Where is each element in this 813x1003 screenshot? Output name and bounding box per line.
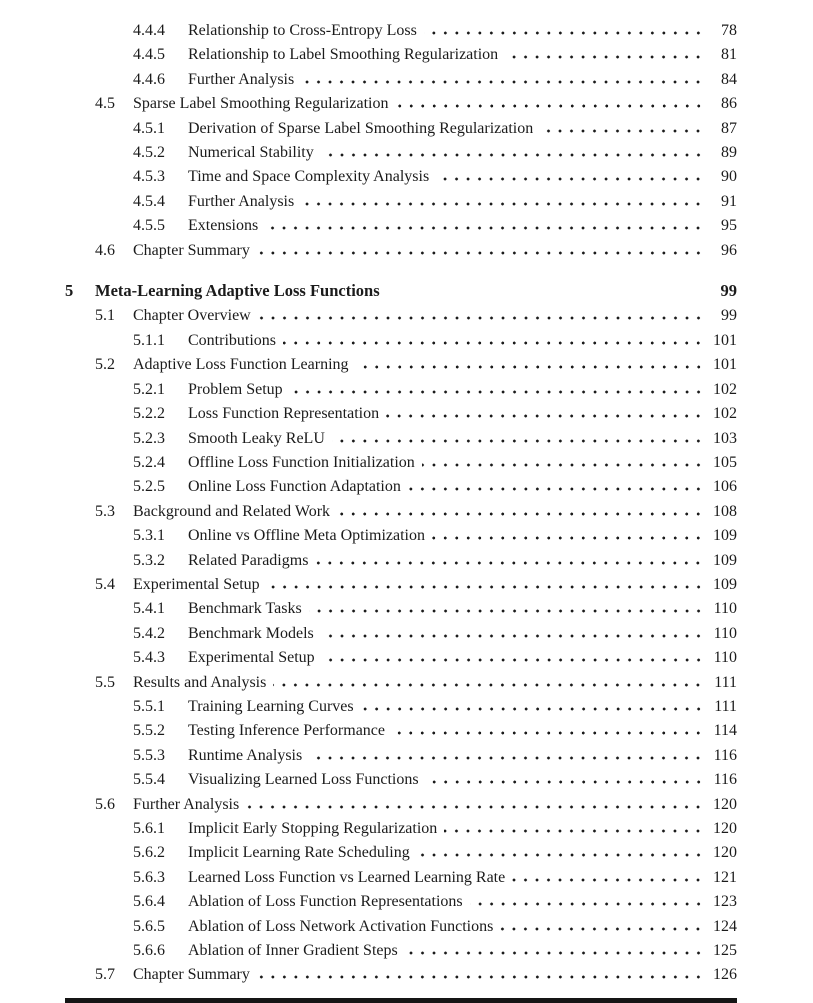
toc-entry-title: Time and Space Complexity Analysis bbox=[188, 168, 430, 186]
toc-entry-number: 5.2.5 bbox=[133, 478, 165, 496]
toc-entry[interactable] bbox=[65, 915, 737, 939]
toc-entry-page: 121 bbox=[713, 868, 737, 886]
cut-off-next-heading bbox=[65, 998, 737, 1003]
dot-leader bbox=[540, 129, 704, 133]
dot-leader bbox=[505, 55, 704, 59]
toc-entry-title: Loss Function Representation bbox=[188, 405, 380, 423]
toc-entry-page: 125 bbox=[713, 942, 737, 960]
toc-entry[interactable] bbox=[65, 793, 737, 817]
toc-entry-number: 4.5.5 bbox=[133, 217, 165, 235]
dot-leader bbox=[265, 226, 704, 230]
toc-entry[interactable] bbox=[65, 890, 737, 914]
toc-entry-title: Further Analysis bbox=[133, 795, 240, 813]
toc-entry[interactable] bbox=[65, 353, 737, 377]
toc-entry-page: 111 bbox=[714, 697, 737, 715]
toc-entry[interactable] bbox=[65, 866, 737, 890]
toc-entry-title: Extensions bbox=[188, 217, 259, 235]
toc-entry[interactable] bbox=[65, 329, 737, 353]
toc-entry-number: 4.5.3 bbox=[133, 168, 165, 186]
toc-entry-title: Experimental Setup bbox=[133, 575, 260, 593]
toc-entry[interactable] bbox=[65, 239, 737, 263]
dot-leader bbox=[396, 104, 705, 108]
toc-entry-number: 5.4.3 bbox=[133, 649, 165, 667]
dot-leader bbox=[424, 31, 704, 35]
toc-entry-title: Related Paradigms bbox=[188, 551, 309, 569]
toc-entry-title: Runtime Analysis bbox=[188, 746, 303, 764]
toc-entry-number: 5.5 bbox=[95, 673, 115, 691]
toc-entry-number: 4.5.2 bbox=[133, 144, 165, 162]
toc-entry[interactable] bbox=[65, 43, 737, 67]
toc-entry-title: Experimental Setup bbox=[188, 649, 315, 667]
toc-entry-number: 5.3.1 bbox=[133, 527, 165, 545]
toc-entry-number: 4.5.4 bbox=[133, 192, 165, 210]
toc-entry-page: 126 bbox=[713, 966, 737, 984]
toc-entry-title: Adaptive Loss Function Learning bbox=[133, 356, 349, 374]
dot-leader bbox=[426, 780, 704, 784]
toc-entry[interactable] bbox=[65, 695, 737, 719]
toc-entry[interactable] bbox=[65, 573, 737, 597]
toc-entry-title: Meta-Learning Adaptive Loss Functions bbox=[95, 281, 380, 301]
toc-entry-number: 5.5.4 bbox=[133, 771, 165, 789]
toc-entry-number: 4.4.4 bbox=[133, 22, 165, 39]
dot-leader bbox=[267, 585, 704, 589]
toc-entry-number: 5.6.3 bbox=[133, 868, 165, 886]
dot-leader bbox=[512, 878, 704, 882]
dot-leader bbox=[257, 251, 704, 255]
dot-leader bbox=[356, 365, 704, 369]
toc-entry-title: Ablation of Loss Network Activation Functions bbox=[188, 917, 494, 935]
toc-entry-page: 84 bbox=[721, 70, 737, 88]
toc-entry-page: 110 bbox=[713, 649, 737, 667]
dot-leader bbox=[322, 658, 704, 662]
toc-entry-number: 5.6.4 bbox=[133, 893, 165, 911]
dot-leader bbox=[405, 951, 704, 955]
toc-entry-page: 109 bbox=[713, 575, 737, 593]
toc-entry[interactable] bbox=[65, 500, 737, 524]
dot-leader bbox=[500, 927, 704, 931]
toc-entry[interactable] bbox=[65, 68, 737, 92]
dot-leader bbox=[309, 756, 704, 760]
toc-entry[interactable] bbox=[65, 402, 737, 426]
toc-entry-page: 108 bbox=[713, 502, 737, 520]
dot-leader bbox=[387, 292, 704, 296]
toc-entry-title: Further Analysis bbox=[188, 192, 295, 210]
toc-entry-page: 95 bbox=[721, 217, 737, 235]
toc-entry-page: 120 bbox=[713, 820, 737, 837]
dot-leader bbox=[246, 805, 704, 809]
dot-leader bbox=[258, 316, 704, 320]
toc-entry-number: 4.6 bbox=[95, 241, 115, 259]
toc-entry[interactable] bbox=[65, 963, 737, 987]
toc-entry-title: Relationship to Cross-Entropy Loss bbox=[188, 22, 417, 39]
toc-entry-page: 99 bbox=[721, 307, 737, 325]
toc-entry-number: 4.5.1 bbox=[133, 119, 165, 137]
toc-entry-page: 106 bbox=[713, 478, 737, 496]
toc-entry-number: 5.6.1 bbox=[133, 820, 165, 837]
toc-entry-number: 5.5.3 bbox=[133, 746, 165, 764]
dot-leader bbox=[408, 487, 704, 491]
toc-entry-number: 5.2.1 bbox=[133, 380, 165, 398]
toc-entry-title: Visualizing Learned Loss Functions bbox=[188, 771, 419, 789]
toc-entry-page: 102 bbox=[713, 380, 737, 398]
toc-entry-title: Ablation of Loss Function Representations bbox=[188, 893, 463, 911]
toc-entry-number: 5.5.1 bbox=[133, 697, 165, 715]
toc-entry[interactable] bbox=[65, 190, 737, 214]
toc-entry-page: 123 bbox=[713, 893, 737, 911]
dot-leader bbox=[301, 80, 704, 84]
toc-entry[interactable] bbox=[65, 549, 737, 573]
toc-entry[interactable] bbox=[65, 597, 737, 621]
toc-entry-title: Chapter Summary bbox=[133, 241, 250, 259]
toc-entry-title: Ablation of Inner Gradient Steps bbox=[188, 942, 398, 960]
toc-entry-title: Relationship to Label Smoothing Regularization bbox=[188, 46, 499, 64]
toc-entry-number: 4.5 bbox=[95, 95, 115, 113]
toc-entry-number: 5.1 bbox=[95, 307, 115, 325]
toc-entry[interactable] bbox=[65, 427, 737, 451]
toc-entry-title: Derivation of Sparse Label Smoothing Regularization bbox=[188, 119, 534, 137]
toc-entry-page: 87 bbox=[721, 119, 737, 137]
toc-entry-title: Contributions bbox=[188, 331, 277, 349]
toc-entry[interactable] bbox=[65, 165, 737, 189]
toc-entry[interactable] bbox=[65, 279, 737, 303]
toc-entry-number: 5.3.2 bbox=[133, 551, 165, 569]
dot-leader bbox=[386, 414, 704, 418]
toc-entry-title: Implicit Early Stopping Regularization bbox=[188, 820, 438, 837]
toc-entry[interactable] bbox=[65, 841, 737, 865]
dot-leader bbox=[257, 975, 704, 979]
toc-entry-page: 120 bbox=[713, 844, 737, 862]
toc-entry[interactable] bbox=[65, 744, 737, 768]
toc bbox=[65, 19, 737, 988]
dot-leader bbox=[470, 902, 704, 906]
toc-entry-number: 5.4 bbox=[95, 575, 115, 593]
toc-entry-title: Online Loss Function Adaptation bbox=[188, 478, 401, 496]
toc-entry-number: 5 bbox=[65, 281, 74, 301]
toc-entry[interactable] bbox=[65, 304, 737, 328]
toc-entry[interactable] bbox=[65, 141, 737, 165]
toc-entry[interactable] bbox=[65, 671, 737, 695]
dot-leader bbox=[283, 341, 704, 345]
toc-entry-number: 5.6.2 bbox=[133, 844, 165, 862]
toc-entry-title: Background and Related Work bbox=[133, 502, 331, 520]
toc-entry-title: Chapter Overview bbox=[133, 307, 251, 325]
toc-entry[interactable] bbox=[65, 622, 737, 646]
dot-leader bbox=[422, 463, 704, 467]
toc-entry-number: 5.4.2 bbox=[133, 624, 165, 642]
toc-entry-title: Benchmark Tasks bbox=[188, 600, 302, 618]
toc-entry-title: Online vs Offline Meta Optimization bbox=[188, 527, 425, 545]
toc-entry-page: 101 bbox=[713, 356, 737, 374]
dot-leader bbox=[444, 829, 704, 833]
dot-leader bbox=[436, 177, 704, 181]
toc-entry-title: Implicit Learning Rate Scheduling bbox=[188, 844, 410, 862]
dot-leader bbox=[321, 153, 704, 157]
toc-entry-title: Results and Analysis bbox=[133, 673, 267, 691]
dot-leader bbox=[301, 202, 704, 206]
toc-entry-title: Sparse Label Smoothing Regularization bbox=[133, 95, 389, 113]
toc-entry-number: 5.6.6 bbox=[133, 942, 165, 960]
toc-entry[interactable] bbox=[65, 719, 737, 743]
toc-entry-number: 5.5.2 bbox=[133, 722, 165, 740]
dot-leader bbox=[315, 561, 704, 565]
toc-entry-page: 86 bbox=[721, 95, 737, 113]
toc-entry-number: 5.6 bbox=[95, 795, 115, 813]
toc-entry-number: 5.7 bbox=[95, 966, 115, 984]
toc-entry-page: 124 bbox=[713, 917, 737, 935]
toc-entry[interactable] bbox=[65, 939, 737, 963]
toc-entry-number: 5.1.1 bbox=[133, 331, 165, 349]
dot-leader bbox=[273, 683, 704, 687]
toc-entry[interactable] bbox=[65, 378, 737, 402]
toc-entry-page: 89 bbox=[721, 144, 737, 162]
toc-entry[interactable] bbox=[65, 817, 737, 841]
toc-entry-number: 5.4.1 bbox=[133, 600, 165, 618]
toc-entry-page: 99 bbox=[720, 281, 737, 301]
toc-entry-title: Chapter Summary bbox=[133, 966, 250, 984]
dot-leader bbox=[321, 634, 704, 638]
toc-entry-page: 90 bbox=[721, 168, 737, 186]
toc-entry-page: 101 bbox=[713, 331, 737, 349]
toc-entry-title: Benchmark Models bbox=[188, 624, 314, 642]
dot-leader bbox=[337, 512, 704, 516]
dot-leader bbox=[361, 707, 704, 711]
toc-entry[interactable] bbox=[65, 214, 737, 238]
toc-entry-page: 116 bbox=[713, 771, 737, 789]
toc-entry-page: 105 bbox=[713, 453, 737, 471]
dot-leader bbox=[432, 536, 704, 540]
toc-entry-title: Smooth Leaky ReLU bbox=[188, 429, 325, 447]
toc-entry-title: Training Learning Curves bbox=[188, 697, 354, 715]
toc-entry-page: 103 bbox=[713, 429, 737, 447]
toc-entry-number: 5.3 bbox=[95, 502, 115, 520]
toc-entry-number: 4.4.5 bbox=[133, 46, 165, 64]
dot-leader bbox=[332, 439, 704, 443]
toc-entry[interactable] bbox=[65, 117, 737, 141]
toc-entry[interactable] bbox=[65, 768, 737, 792]
toc-entry[interactable] bbox=[65, 646, 737, 670]
toc-entry-number: 5.2 bbox=[95, 356, 115, 374]
dot-leader bbox=[309, 609, 704, 613]
dot-leader bbox=[417, 853, 704, 857]
toc-entry-title: Learned Loss Function vs Learned Learning Rate bbox=[188, 868, 506, 886]
toc-entry[interactable] bbox=[65, 92, 737, 116]
toc-entry-page: 110 bbox=[713, 600, 737, 618]
toc-entry-page: 78 bbox=[721, 22, 737, 39]
toc-entry-page: 109 bbox=[713, 551, 737, 569]
toc-entry-page: 109 bbox=[713, 527, 737, 545]
toc-entry[interactable] bbox=[65, 19, 737, 43]
toc-entry-page: 114 bbox=[713, 722, 737, 740]
toc-entry-number: 5.6.5 bbox=[133, 917, 165, 935]
dot-leader bbox=[290, 390, 704, 394]
toc-entry-page: 111 bbox=[714, 673, 737, 691]
toc-entry-title: Further Analysis bbox=[188, 70, 295, 88]
toc-entry-number: 5.2.4 bbox=[133, 453, 165, 471]
toc-entry-page: 96 bbox=[721, 241, 737, 259]
toc-entry-title: Numerical Stability bbox=[188, 144, 314, 162]
toc-entry[interactable] bbox=[65, 475, 737, 499]
toc-entry-number: 5.2.2 bbox=[133, 405, 165, 423]
toc-entry-page: 116 bbox=[713, 746, 737, 764]
toc-entry-page: 120 bbox=[713, 795, 737, 813]
toc-entry[interactable] bbox=[65, 524, 737, 548]
toc-entry-page: 102 bbox=[713, 405, 737, 423]
toc-entry-number: 5.2.3 bbox=[133, 429, 165, 447]
toc-entry-title: Testing Inference Performance bbox=[188, 722, 385, 740]
toc-entry-page: 110 bbox=[713, 624, 737, 642]
toc-entry-page: 81 bbox=[721, 46, 737, 64]
toc-entry[interactable] bbox=[65, 451, 737, 475]
toc-entry-title: Problem Setup bbox=[188, 380, 283, 398]
toc-entry-title: Offline Loss Function Initialization bbox=[188, 453, 415, 471]
toc-entry-number: 4.4.6 bbox=[133, 70, 165, 88]
toc-entry-page: 91 bbox=[721, 192, 737, 210]
dot-leader bbox=[392, 731, 704, 735]
